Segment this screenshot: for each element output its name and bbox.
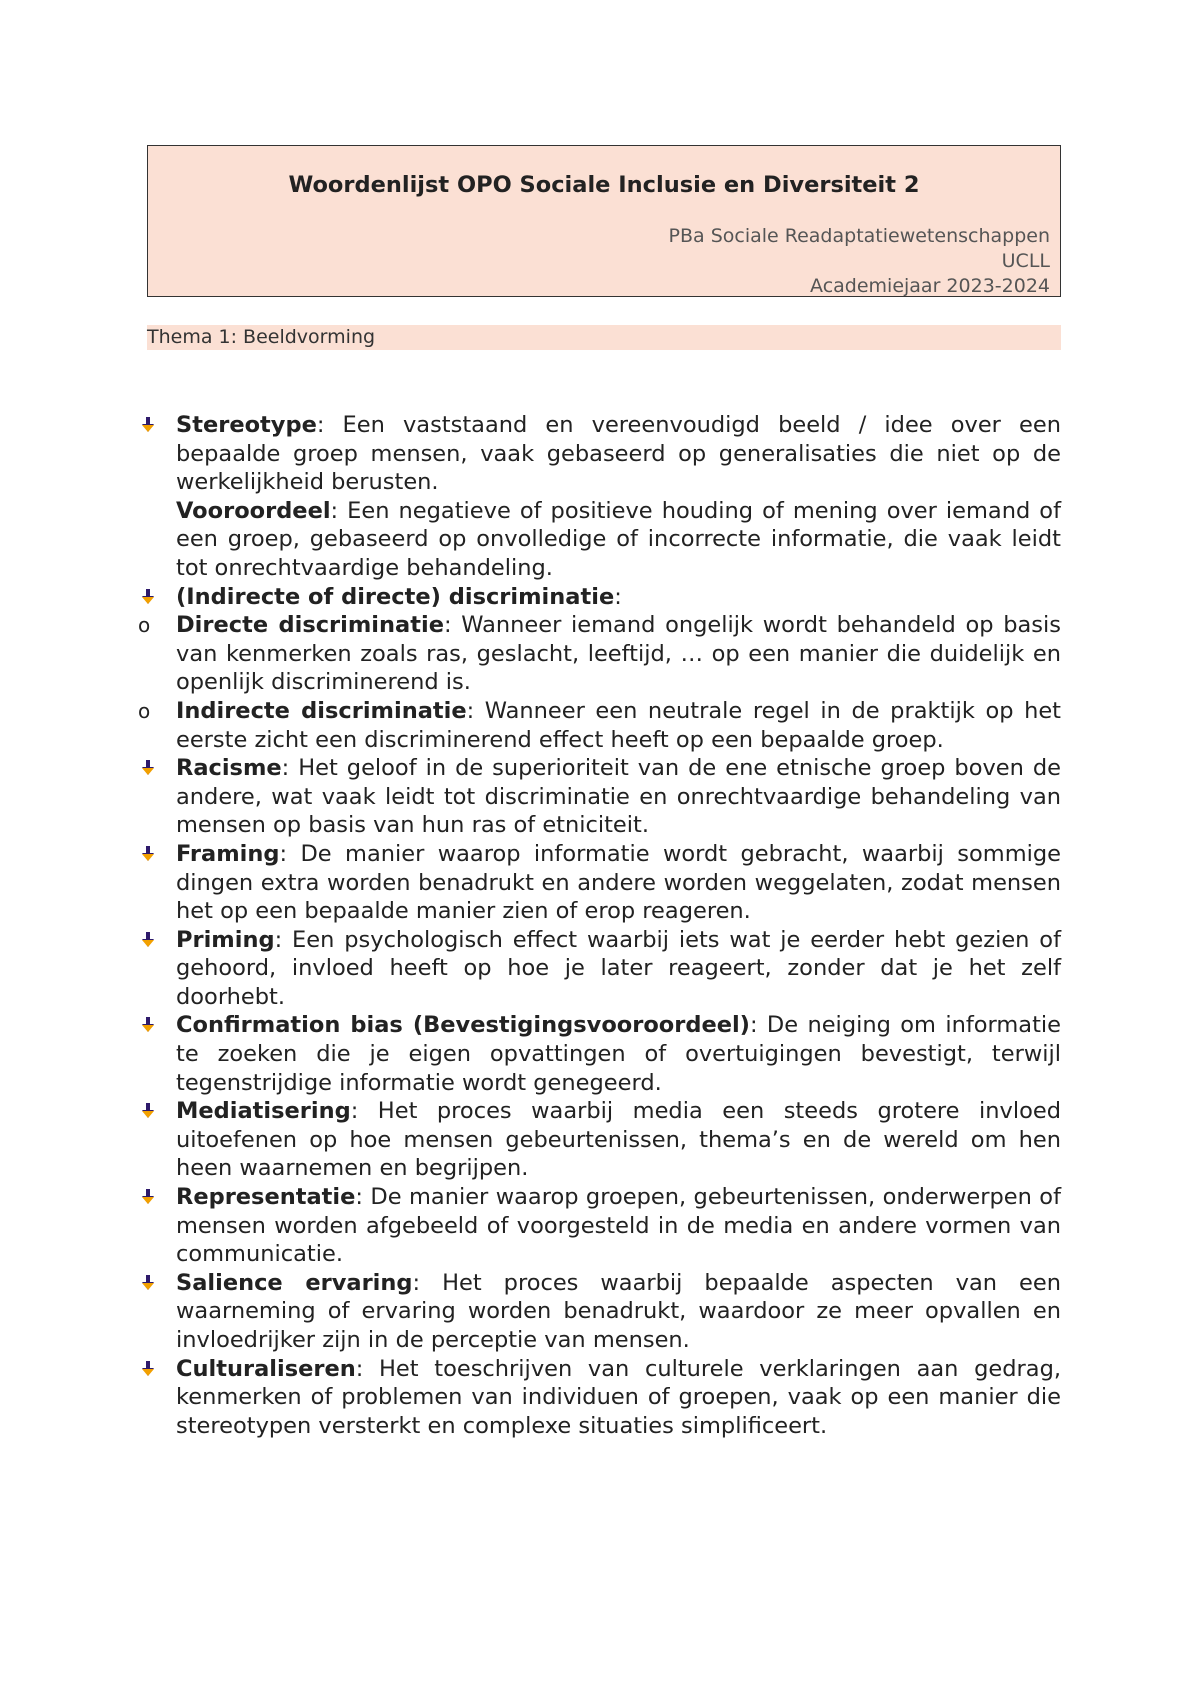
glossary-entry-confirmation-bias [176, 1011, 1061, 1097]
entry-term: Confirmation bias (Bevestigingsvooroordeel) [176, 1012, 750, 1039]
circle-bullet-icon: o [138, 698, 151, 723]
institution-name: UCLL [1001, 250, 1050, 272]
entry-definition: : Het proces waarbij media een steeds grotere invloed uitoefenen op hoe mensen gebeurtenissen, thema’s en de wereld om hen heen waarnemen en begrijpen. [176, 1098, 1061, 1182]
document-meta [669, 224, 1050, 299]
entry-definition: : [614, 583, 622, 610]
glossary-entry-culturaliseren [176, 1355, 1061, 1441]
entry-definition: : Het toeschrijven van culturele verklaringen aan gedrag, kenmerken of problemen van individuen of groepen, vaak op een manier die stereotypen versterkt en complexe situaties simplificeert. [176, 1355, 1061, 1439]
entry-term: Priming [176, 926, 275, 953]
entry-term: Stereotype [176, 412, 317, 438]
entry-term: Salience ervaring [176, 1269, 413, 1296]
glossary-entry-discriminatie [176, 583, 1061, 612]
document-header [147, 145, 1061, 297]
entry-definition: : Een vaststaand en vereenvoudigd beeld / idee over een bepaalde groep mensen, vaak gebaseerd op generalisaties die niet op de werkelijkheid berusten. [176, 412, 1061, 496]
sub-entry-indirecte-discriminatie [138, 697, 1061, 754]
entry-definition: : De manier waarop groepen, gebeurtenissen, onderwerpen of mensen worden afgebeeld of voorgesteld in de media en andere vormen van communicatie. [176, 1184, 1061, 1268]
entry-term: Representatie [176, 1184, 356, 1211]
entry-term: Framing [176, 840, 280, 867]
arrow-bullet-icon [140, 589, 156, 605]
glossary-entry-mediatisering [176, 1097, 1061, 1183]
circle-bullet-icon: o [138, 613, 151, 638]
arrow-bullet-icon [140, 1103, 156, 1119]
arrow-bullet-icon [140, 1275, 156, 1291]
entry-definition: : Een psychologisch effect waarbij iets wat je eerder hebt gezien of gehoord, invloed heeft op hoe je later reageert, zonder dat je het zelf doorhebt. [176, 926, 1061, 1010]
entry-definition: : Wanneer iemand ongelijk wordt behandeld op basis van kenmerken zoals ras, geslacht, leeftijd, … op een manier die duidelijk en openlijk discriminerend is. [176, 612, 1061, 696]
entry-definition: : Een negatieve of positieve houding of mening over iemand of een groep, gebaseerd op onvolledige of incorrecte informatie, die vaak leidt tot onrechtvaardige behandeling. [176, 497, 1061, 581]
theme-heading: Thema 1: Beeldvorming [147, 325, 1061, 350]
entry-definition: : Wanneer een neutrale regel in de praktijk op het eerste zicht een discriminerend effect heeft op een bepaalde groep. [176, 697, 1061, 753]
glossary-entry-framing [176, 840, 1061, 926]
entry-term: Mediatisering [176, 1098, 351, 1125]
glossary-entry-representatie [176, 1183, 1061, 1269]
glossary-entry-priming [176, 926, 1061, 1012]
arrow-bullet-icon [140, 760, 156, 776]
glossary-entry-racisme [176, 754, 1061, 840]
glossary-list [138, 411, 1061, 1440]
entry-term: (Indirecte of directe) discriminatie [176, 583, 615, 610]
arrow-bullet-icon [140, 932, 156, 948]
document-title: Woordenlijst OPO Sociale Inclusie en Diversiteit 2 [288, 172, 920, 198]
entry-definition: : Het geloof in de superioriteit van de ene etnische groep boven de andere, wat vaak leidt tot discriminatie en onrechtvaardige behandeling van mensen op basis van hun ras of etniciteit. [176, 755, 1061, 839]
glossary-entry-salience-ervaring [176, 1269, 1061, 1355]
entry-term: Vooroordeel [176, 497, 331, 524]
glossary-entry-vooroordeel [176, 497, 1061, 583]
arrow-bullet-icon [140, 846, 156, 862]
entry-term: Indirecte discriminatie [176, 697, 467, 724]
arrow-bullet-icon [140, 1017, 156, 1033]
entry-term: Racisme [176, 755, 282, 782]
entry-definition: : De manier waarop informatie wordt gebracht, waarbij sommige dingen extra worden benadrukt en andere worden weggelaten, zodat mensen het op een bepaalde manier zien of erop reageren. [176, 840, 1061, 925]
arrow-bullet-icon [140, 1361, 156, 1377]
academic-year: Academiejaar 2023-2024 [810, 275, 1050, 297]
entry-definition: : De neiging om informatie te zoeken die je eigen opvattingen of overtuigingen bevestigt, terwijl tegenstrijdige informatie wordt genegeerd. [176, 1012, 1061, 1096]
entry-term: Directe discriminatie [176, 612, 444, 639]
arrow-bullet-icon [140, 1189, 156, 1205]
program-name: PBa Sociale Readaptatiewetenschappen [668, 225, 1050, 247]
arrow-bullet-icon [140, 417, 156, 433]
entry-term: Culturaliseren [176, 1355, 356, 1382]
sub-entry-directe-discriminatie [138, 611, 1061, 697]
glossary-entry-stereotype [176, 411, 1061, 497]
entry-definition: : Het proces waarbij bepaalde aspecten van een waarneming of ervaring worden benadrukt, waardoor ze meer opvallen en invloedrijker zijn in de perceptie van mensen. [176, 1269, 1061, 1353]
